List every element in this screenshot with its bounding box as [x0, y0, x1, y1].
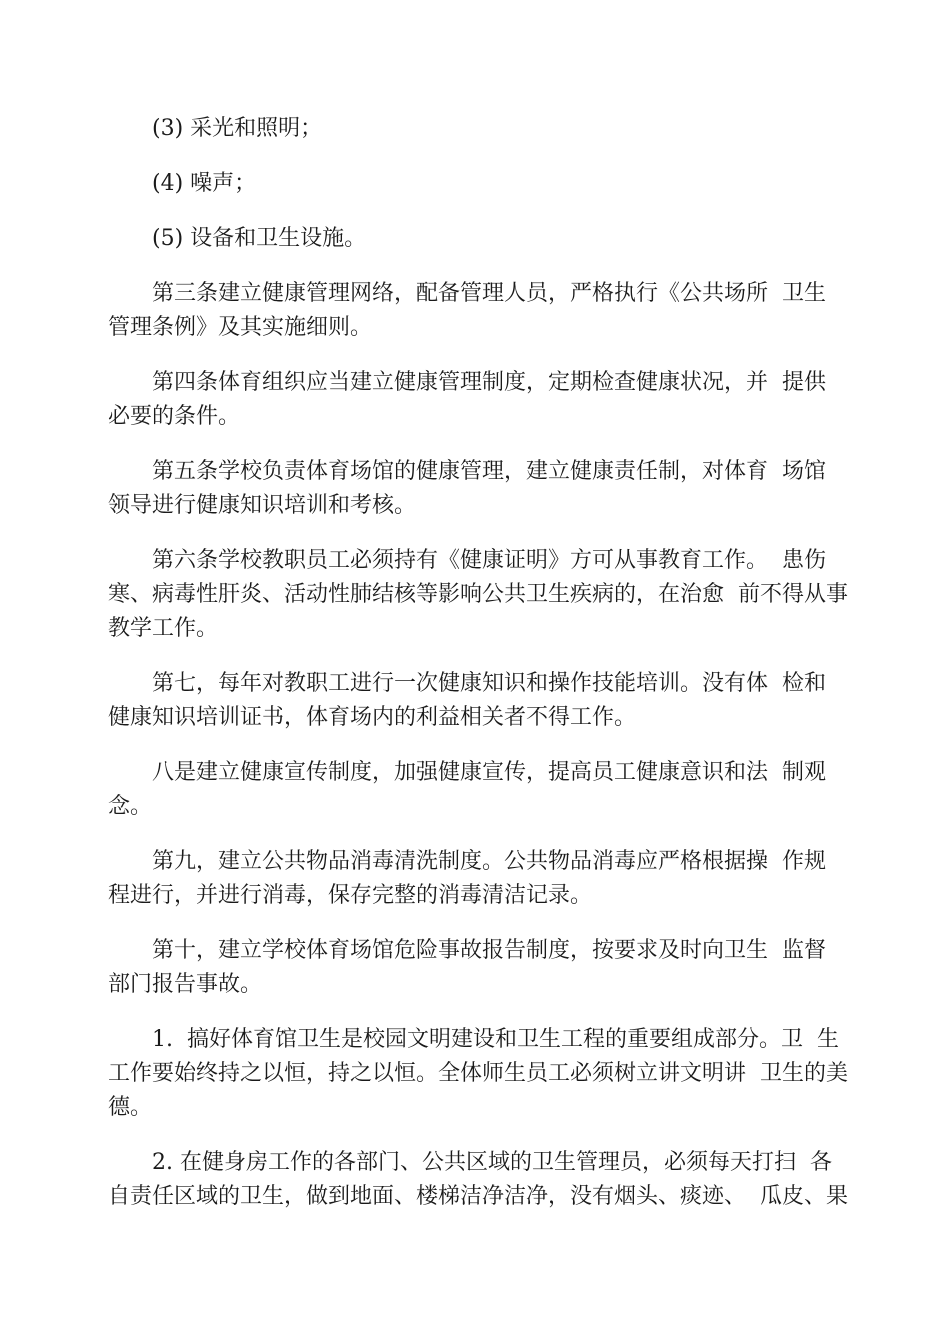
paragraph-line: 第三条建立健康管理网络，配备管理人员，严格执行《公共场所 卫生 — [152, 281, 826, 306]
paragraph-line: 第六条学校教职员工必须持有《健康证明》方可从事教育工作。 患伤 — [152, 548, 826, 573]
paragraph — [108, 544, 866, 646]
paragraph — [108, 366, 866, 434]
paragraph-line: 第四条体育组织应当建立健康管理制度，定期检查健康状况，并 提供 — [152, 370, 826, 395]
paragraph — [108, 934, 866, 1002]
paragraph-line: 第五条学校负责体育场馆的健康管理，建立健康责任制，对体育 场馆 — [152, 459, 826, 484]
paragraph-line: (4) 噪声； — [152, 171, 257, 196]
paragraph-line: 管理条例》及其实施细则。 — [108, 315, 373, 340]
paragraph-line: 教学工作。 — [108, 616, 219, 641]
paragraph — [108, 167, 866, 201]
paragraph-line: 1. 搞好体育馆卫生是校园文明建设和卫生工程的重要组成部分。卫 生 — [152, 1027, 839, 1052]
paragraph-line: 第九，建立公共物品消毒清洗制度。公共物品消毒应严格根据操 作规 — [152, 849, 826, 874]
paragraph-line: 八是建立健康宣传制度，加强健康宣传，提高员工健康意识和法 制观 — [152, 760, 826, 785]
paragraph — [108, 667, 866, 735]
paragraph — [108, 222, 866, 256]
paragraph-line: 程进行，并进行消毒，保存完整的消毒清洁记录。 — [108, 883, 593, 908]
paragraph-line: 健康知识培训证书，体育场内的利益相关者不得工作。 — [108, 705, 637, 730]
paragraph — [108, 756, 866, 824]
paragraph-line: (3) 采光和照明； — [152, 116, 323, 141]
paragraph-line: (5) 设备和卫生设施。 — [152, 226, 367, 251]
paragraph-line: 自责任区域的卫生，做到地面、楼梯洁净洁净，没有烟头、痰迹、 瓜皮、果 — [108, 1184, 848, 1209]
paragraph-line: 寒、病毒性肝炎、活动性肺结核等影响公共卫生疾病的，在治愈 前不得从事 — [108, 582, 848, 607]
paragraph — [108, 455, 866, 523]
paragraph-line: 念。 — [108, 794, 153, 819]
paragraph — [108, 845, 866, 913]
paragraph-line: 第十，建立学校体育场馆危险事故报告制度，按要求及时向卫生 监督 — [152, 938, 826, 963]
paragraph-line: 部门报告事故。 — [108, 972, 263, 997]
paragraph — [108, 112, 866, 146]
paragraph-line: 领导进行健康知识培训和考核。 — [108, 493, 417, 518]
paragraph-line: 必要的条件。 — [108, 404, 241, 429]
document-body — [108, 112, 866, 1214]
paragraph — [108, 277, 866, 345]
paragraph-line: 工作要始终持之以恒，持之以恒。全体师生员工必须树立讲文明讲 卫生的美 — [108, 1061, 848, 1086]
paragraph — [108, 1146, 866, 1214]
paragraph — [108, 1023, 866, 1125]
paragraph-line: 2. 在健身房工作的各部门、公共区域的卫生管理员，必须每天打扫 各 — [152, 1150, 832, 1175]
paragraph-line: 德。 — [108, 1095, 153, 1120]
paragraph-line: 第七，每年对教职工进行一次健康知识和操作技能培训。没有体 检和 — [152, 671, 826, 696]
